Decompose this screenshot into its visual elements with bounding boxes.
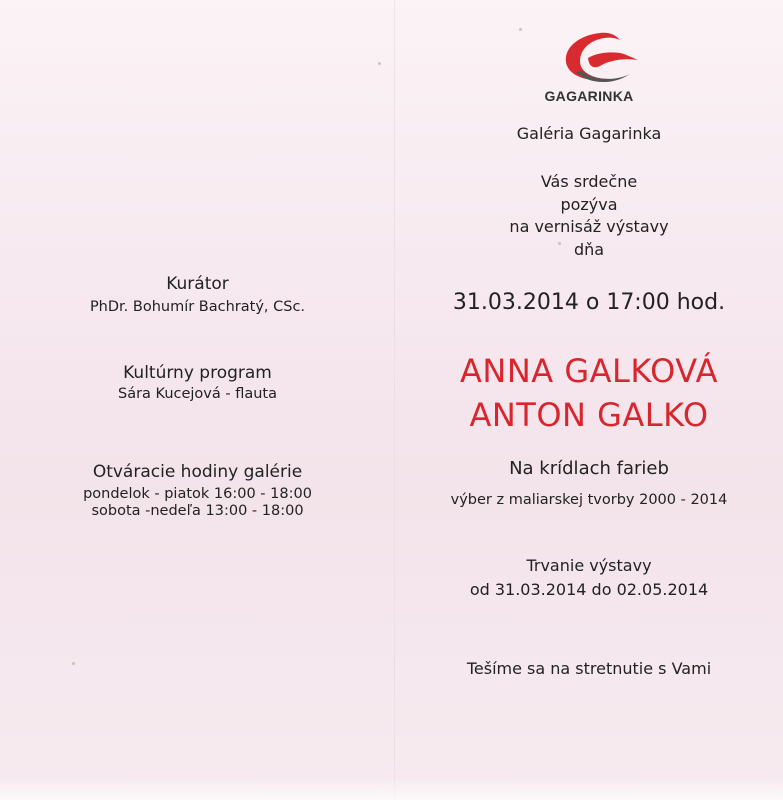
opening-hours-section bbox=[0, 462, 395, 519]
artist-name: ANTON GALKO bbox=[469, 396, 709, 434]
closing-line: Tešíme sa na stretnutie s Vami bbox=[466, 659, 712, 678]
invitation-line: pozýva bbox=[560, 194, 618, 214]
artist-name: ANNA GALKOVÁ bbox=[460, 352, 718, 390]
logo-wordmark: GAGARINKA bbox=[544, 88, 634, 104]
opening-hours-weekdays: pondelok - piatok 16:00 - 18:00 bbox=[83, 486, 312, 502]
invitation-line: na vernisáž výstavy bbox=[509, 217, 669, 236]
vernissage-datetime: 31.03.2014 o 17:00 hod. bbox=[452, 290, 726, 315]
gagarinka-logo-icon bbox=[558, 30, 640, 90]
right-panel bbox=[395, 0, 783, 800]
program-heading: Kultúrny program bbox=[123, 363, 272, 383]
exhibition-title: Na krídlach farieb bbox=[509, 458, 669, 479]
paper-bottom-edge bbox=[0, 778, 783, 800]
exhibition-subtitle: výber z maliarskej tvorby 2000 - 2014 bbox=[450, 492, 728, 508]
invitation-line: dňa bbox=[573, 239, 605, 259]
paper-speck bbox=[519, 28, 522, 31]
paper-speck bbox=[558, 242, 561, 245]
paper-speck bbox=[72, 662, 75, 665]
opening-hours-weekend: sobota -nedeľa 13:00 - 18:00 bbox=[91, 503, 304, 519]
program-detail: Sára Kucejová - flauta bbox=[117, 386, 277, 402]
duration-range: od 31.03.2014 do 02.05.2014 bbox=[469, 580, 709, 599]
gallery-name: Galéria Gagarinka bbox=[516, 124, 662, 143]
invitation-line: Vás srdečne bbox=[540, 172, 638, 191]
curator-name: PhDr. Bohumír Bachratý, CSc. bbox=[89, 299, 306, 315]
duration-heading: Trvanie výstavy bbox=[526, 556, 652, 575]
curator-heading: Kurátor bbox=[166, 274, 229, 294]
program-section bbox=[0, 363, 395, 402]
paper-speck bbox=[378, 62, 381, 65]
opening-hours-heading: Otváracie hodiny galérie bbox=[92, 462, 303, 482]
curator-section bbox=[0, 274, 395, 315]
invitation-text bbox=[395, 171, 783, 261]
